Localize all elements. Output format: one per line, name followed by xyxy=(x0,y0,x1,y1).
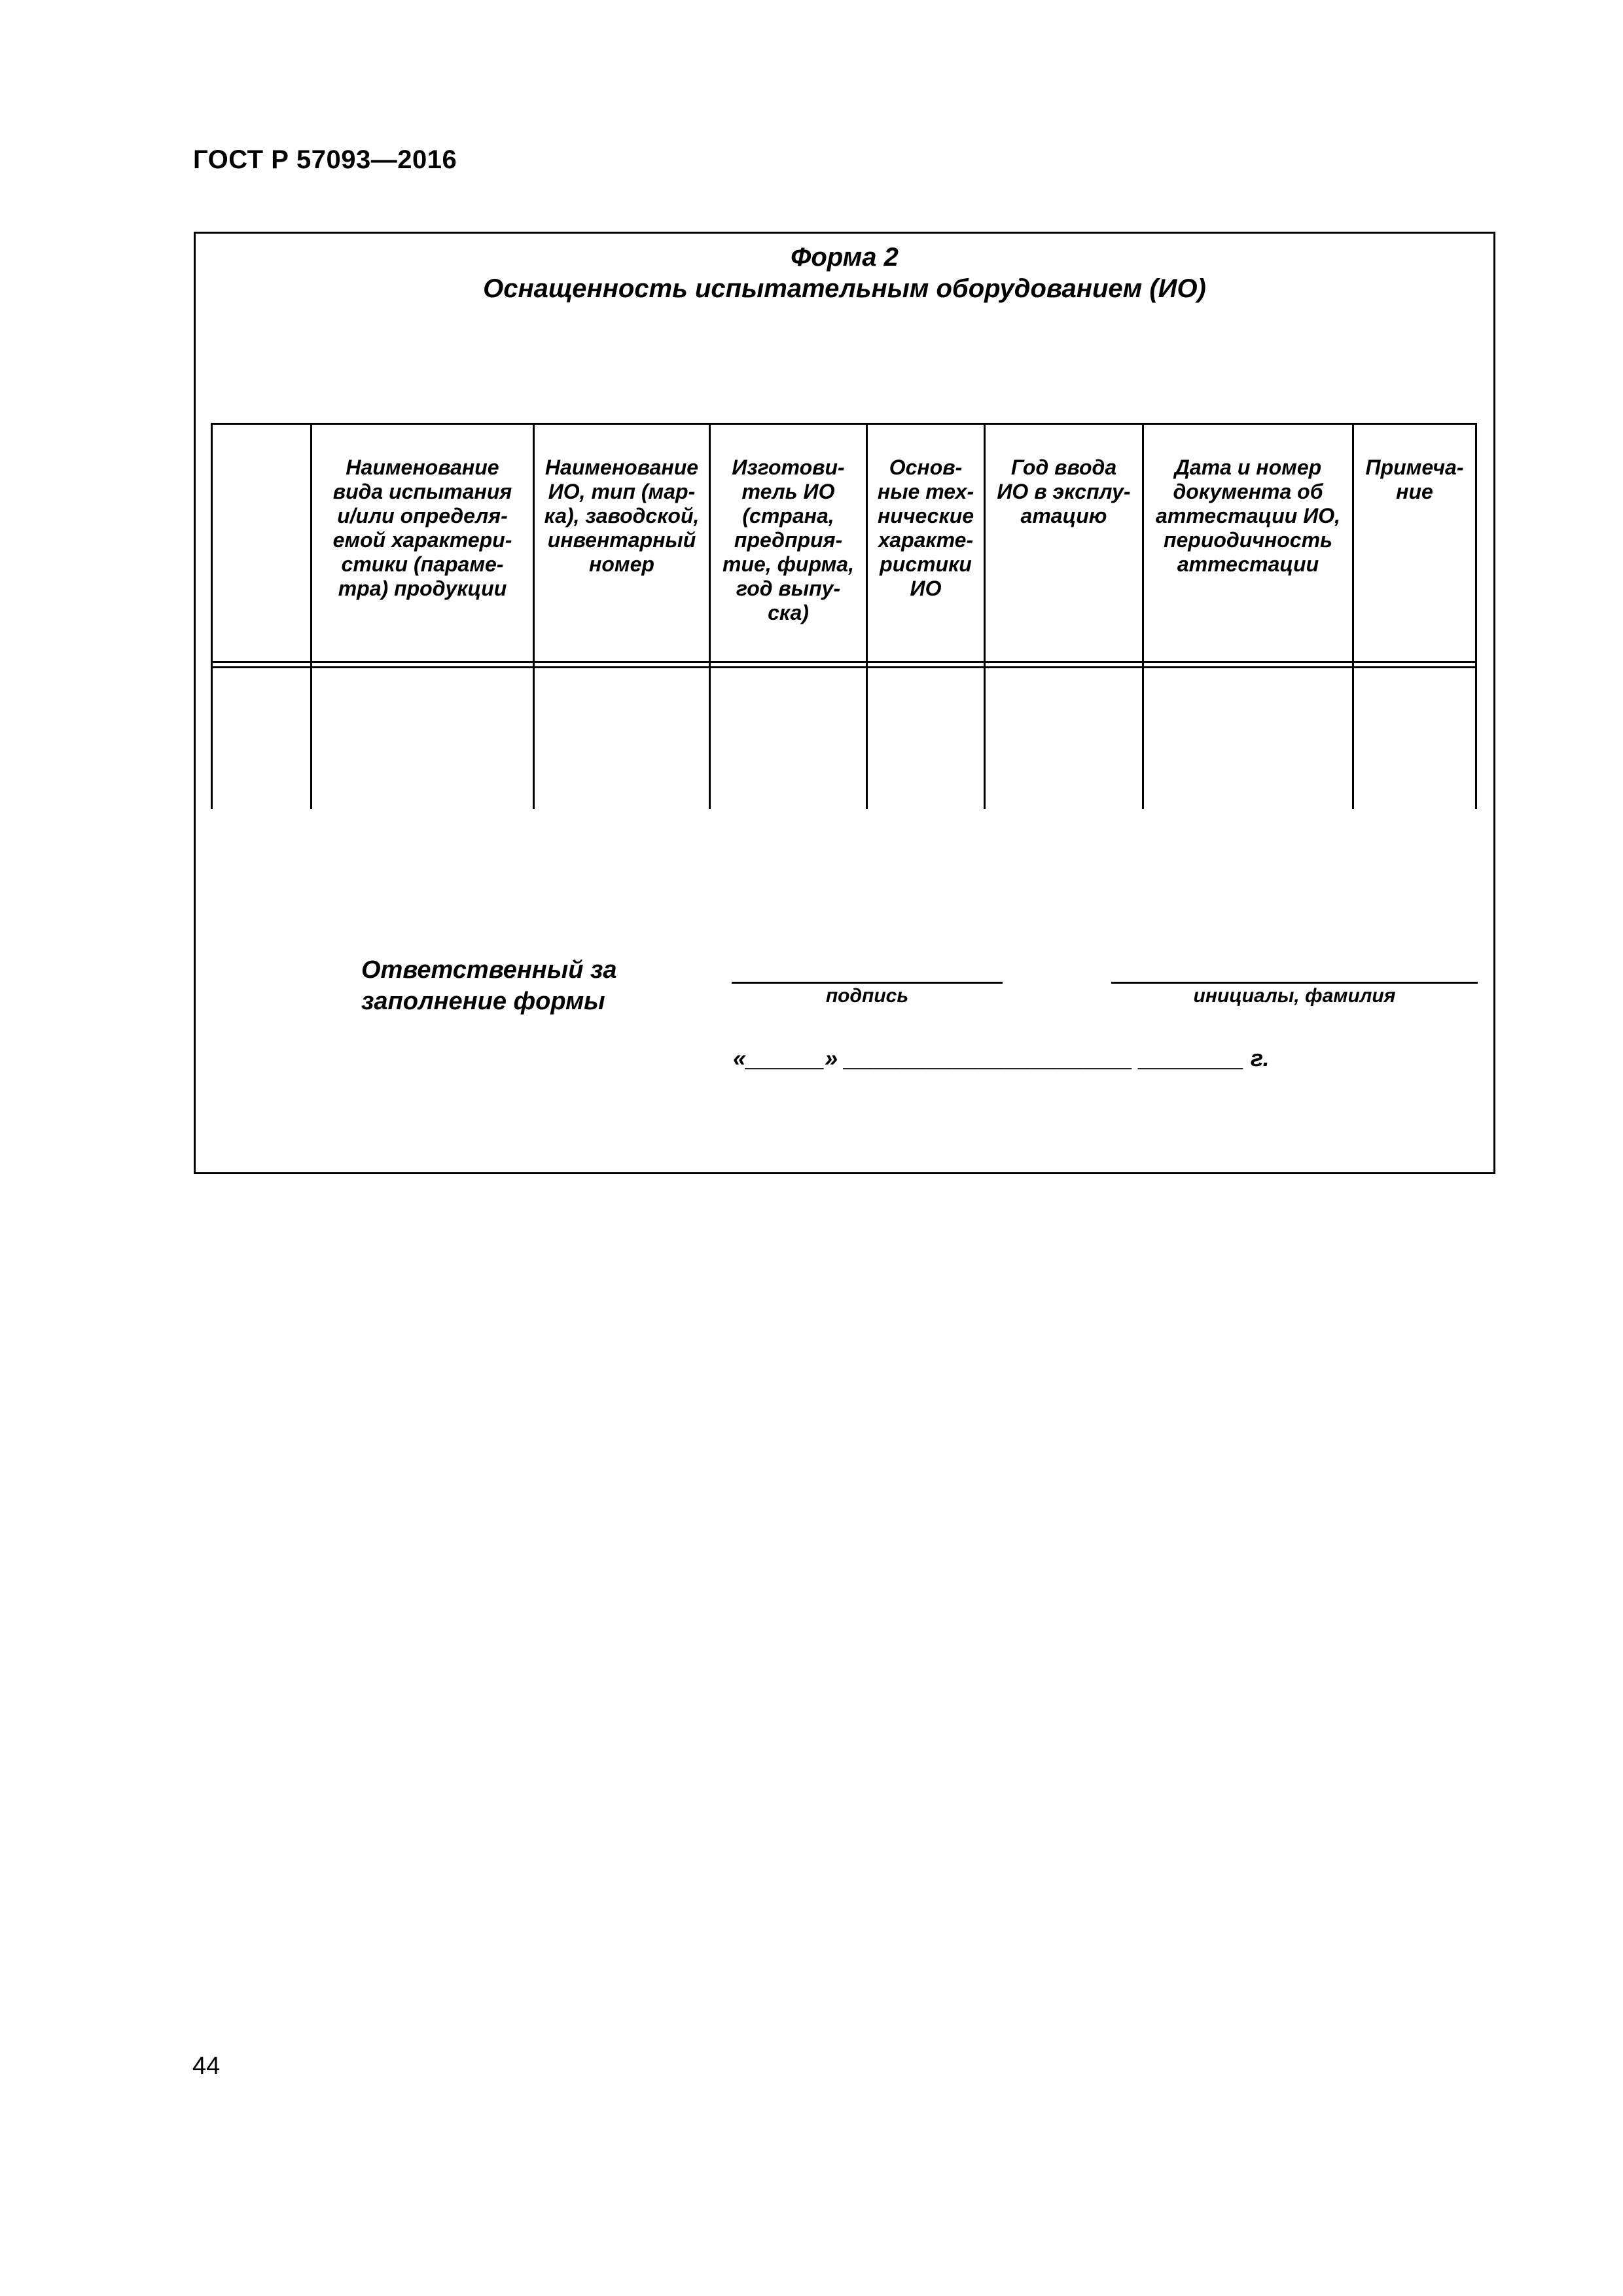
date-line: «______» ______________________ ________ г. xyxy=(733,1045,1270,1071)
name-line xyxy=(1111,982,1478,984)
signature-caption: подпись xyxy=(825,985,909,1007)
table-header-separator-2 xyxy=(211,666,1477,668)
column-header-note: Примеча- ние xyxy=(1365,456,1464,503)
column-header-equipment-name: Наименование ИО, тип (мар- ка), заводской, инвентарный номер xyxy=(544,456,700,576)
page-number: 44 xyxy=(192,2053,221,2080)
signature-line xyxy=(732,982,1003,984)
document-code: ГОСТ Р 57093—2016 xyxy=(193,145,457,174)
form-number: Форма 2 xyxy=(791,243,899,272)
table-header-separator-1 xyxy=(211,661,1477,663)
responsible-label: Ответственный за заполнение формы xyxy=(361,956,617,1015)
equipment-table xyxy=(211,423,1477,809)
column-header-commission-year: Год ввода ИО в эксплу- атацию xyxy=(997,456,1131,528)
column-header-specs: Основ- ные тех- нические характе- ристики ИО xyxy=(877,456,974,600)
name-caption: инициалы, фамилия xyxy=(1193,985,1396,1007)
column-header-test-type: Наименование вида испытания и/или определя- емой характери- стики (параме- тра) продукции xyxy=(332,456,512,600)
column-header-certification: Дата и номер документа об аттестации ИО, периодичность аттестации xyxy=(1156,456,1340,576)
table-col-border-0 xyxy=(211,423,213,809)
form-title: Оснащенность испытательным оборудованием (ИО) xyxy=(483,274,1206,303)
column-header-manufacturer: Изготови- тель ИО (страна, предприя- тие, фирма, год выпу- ска) xyxy=(722,456,854,624)
table-col-border-8 xyxy=(1475,423,1477,809)
table-top-border xyxy=(211,423,1477,425)
